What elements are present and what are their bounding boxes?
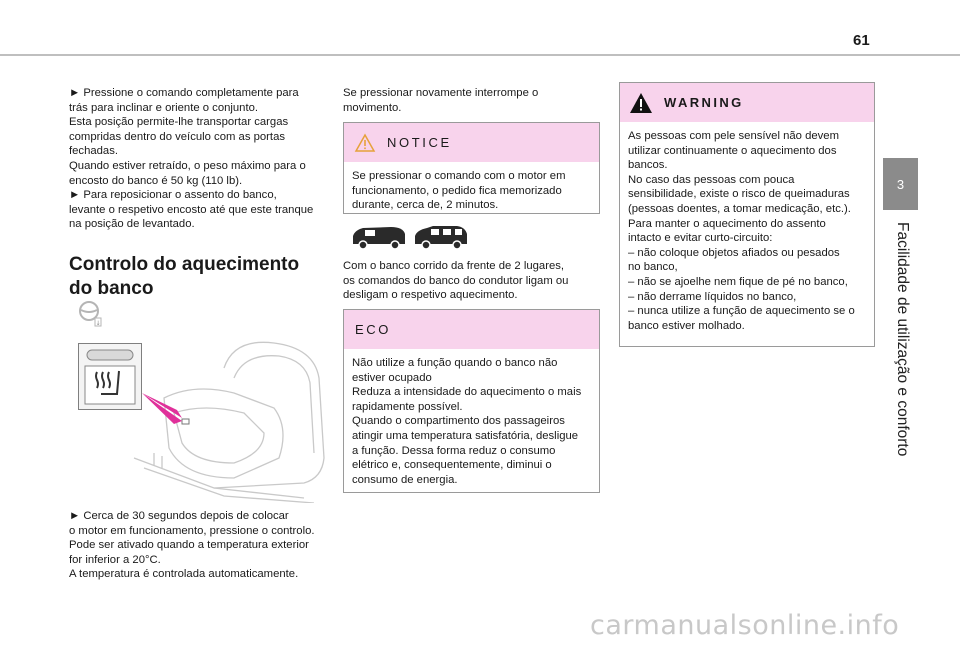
text-line: ► Cerca de 30 segundos depois de colocar [69,510,289,522]
text-line: banco estiver molhado. [628,319,745,332]
notice-body [344,162,599,221]
text-line: No caso das pessoas com pouca [628,173,795,186]
section-title-line: Controlo do aquecimento [69,254,300,275]
text-line: – não coloque objetos afiados ou pesados [628,246,840,259]
eco-header [344,310,599,349]
vehicle-caption [343,259,598,303]
text-line: na posição de levantado. [69,218,195,231]
car-icon [413,222,469,255]
warning-body [620,122,874,341]
intro-paragraph-2 [343,86,598,115]
text-line: Não utilize a função quando o banco não [352,357,558,369]
text-line: Pode ser ativado quando a temperatura exterior [69,539,309,552]
text-line: encosto do banco é 50 kg (110 lb). [69,174,243,187]
intro-paragraph [69,86,334,232]
svg-text:↓: ↓ [95,320,101,327]
text-line: Com o banco corrido da frente de 2 lugares, [343,260,565,272]
warning-triangle-icon [354,133,376,153]
text-line: funcionamento, o pedido fica memorizado [352,184,562,197]
watermark: carmanualsonline.info [590,610,900,641]
notice-title: NOTICE [387,135,452,150]
text-line: rapidamente possível. [352,400,463,413]
text-line: Quando estiver retraído, o peso máximo para o [69,159,306,172]
text-line: durante, cerca de, 2 minutos. [352,199,499,212]
text-line: a função. Dessa forma reduz o consumo [352,444,556,457]
bottom-paragraph [69,509,341,582]
text-line: for inferior a 20°C. [69,553,161,566]
eco-box [343,309,600,493]
text-line: ► Para reposicionar o assento do banco, [69,189,277,202]
text-line: fechadas. [69,145,118,158]
text-line: movimento. [343,101,402,114]
text-line: Se pressionar novamente interrompe o [343,87,539,99]
text-line: os comandos do banco do condutor ligam ou [343,274,569,287]
section-title-line: do banco [69,278,154,299]
steering-wheel-icon [78,299,102,332]
chapter-tab[interactable] [883,158,918,210]
page-number: 61 [853,32,870,49]
notice-header [344,123,599,162]
warning-triangle-icon [629,92,653,114]
warning-header [620,83,874,122]
text-line: ► Pressione o comando completamente para [69,87,299,99]
text-line: utilizar continuamente o aquecimento dos [628,144,837,157]
text-line: estiver ocupado [352,371,432,384]
text-line: sensibilidade, existe o risco de queimaduras [628,188,850,201]
text-line: compridas dentro do veículo com as portas [69,130,286,143]
text-line: intacto e evitar curto-circuito: [628,232,773,245]
text-line: levante o respetivo encosto até que este tranque [69,203,314,216]
section-title [69,253,334,301]
text-line: Para manter o aquecimento do assento [628,217,826,230]
header-divider [0,54,960,56]
text-line: As pessoas com pele sensível não devem [628,130,839,142]
text-line: desligam o respetivo aquecimento. [343,289,518,302]
text-line: – não derrame líquidos no banco, [628,290,797,303]
eco-title: ECO [355,322,391,337]
warning-title: WARNING [664,95,744,110]
text-line: bancos. [628,159,668,172]
text-line: atingir uma temperatura satisfatória, desligue [352,429,579,442]
text-line: elétrico e, consequentemente, diminui o [352,459,552,472]
eco-body [344,349,599,495]
text-line: – nunca utilize a função de aquecimento se o [628,305,855,318]
van-icon [351,224,407,255]
notice-box [343,122,600,214]
warning-box [619,82,875,347]
text-line: (pessoas doentes, a tomar medicação, etc.). [628,202,851,215]
text-line: Reduza a intensidade do aquecimento o mais [352,386,582,399]
text-line: no banco, [628,261,678,274]
seat-heating-button-icon [78,343,142,410]
text-line: Se pressionar o comando com o motor em [352,170,566,182]
text-line: A temperatura é controlada automaticamente. [69,568,299,581]
chapter-number: 3 [896,176,905,192]
text-line: o motor em funcionamento, pressione o controlo. [69,524,315,537]
text-line: consumo de energia. [352,473,458,486]
text-line: – não se ajoelhe nem fique de pé no banco, [628,275,848,288]
chapter-title-text: Facilidade de utilização e conforto [894,222,911,457]
text-line: Esta posição permite-lhe transportar cargas [69,116,289,129]
text-line: Quando o compartimento dos passageiros [352,415,565,428]
text-line: trás para inclinar e oriente o conjunto. [69,101,259,114]
